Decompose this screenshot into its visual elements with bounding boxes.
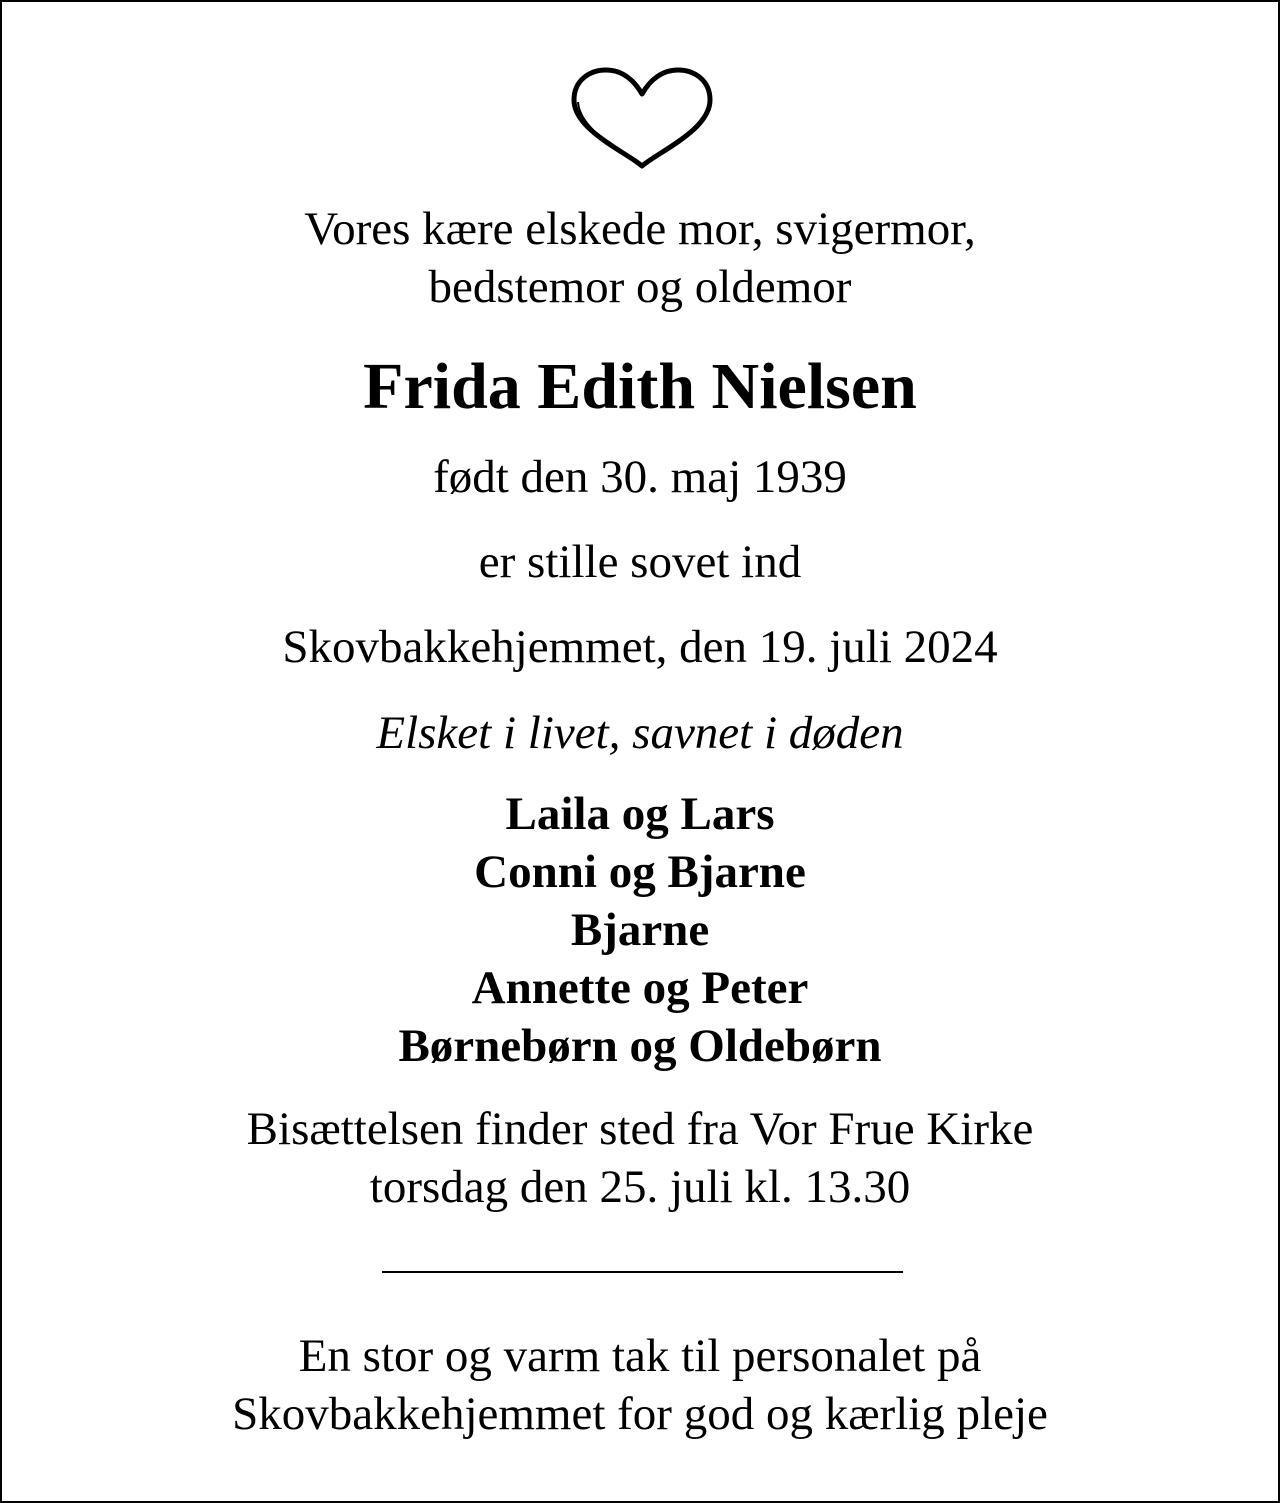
- divider-line: [382, 1271, 903, 1273]
- funeral-line: torsdag den 25. juli kl. 13.30: [369, 1161, 911, 1213]
- thanks-line: Skovbakkehjemmet for god og kærlig pleje: [232, 1388, 1048, 1440]
- birth-date: født den 30. maj 1939: [433, 451, 847, 503]
- intro-line: Vores kære elskede mor, svigermor,: [304, 203, 976, 255]
- intro-text: [2, 200, 1278, 316]
- funeral-info: [2, 1100, 1278, 1216]
- family-member: Laila og Lars: [505, 788, 775, 840]
- place-and-date: Skovbakkehjemmet, den 19. juli 2024: [282, 621, 998, 673]
- deceased-name: Frida Edith Nielsen: [363, 350, 917, 423]
- family-member: Annette og Peter: [471, 962, 809, 1014]
- passing-text: er stille sovet ind: [478, 536, 802, 588]
- funeral-line: Bisættelsen finder sted fra Vor Frue Kirke: [246, 1103, 1034, 1155]
- heart-icon: [568, 66, 716, 174]
- family-list: [2, 785, 1278, 1075]
- thanks-text: [2, 1327, 1278, 1443]
- intro-line: bedstemor og oldemor: [428, 261, 852, 313]
- family-member: Bjarne: [570, 904, 710, 956]
- family-member: Conni og Bjarne: [474, 846, 806, 898]
- motto: Elsket i livet, savnet i døden: [376, 707, 904, 759]
- thanks-line: En stor og varm tak til personalet på: [298, 1330, 982, 1382]
- family-member: Børnebørn og Oldebørn: [398, 1020, 882, 1072]
